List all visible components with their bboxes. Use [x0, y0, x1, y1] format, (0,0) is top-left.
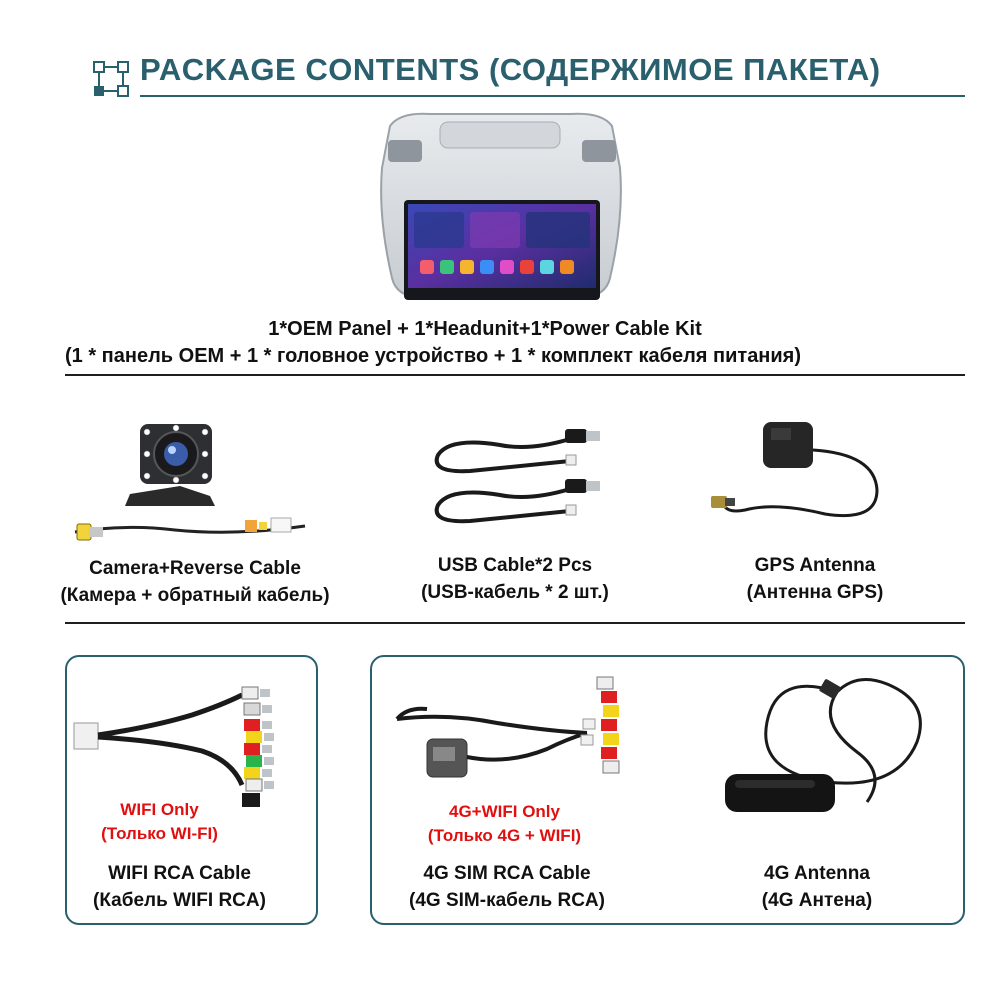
antenna-4g-caption-ru: (4G Антена) [761, 890, 873, 911]
gps-antenna-image [705, 410, 895, 540]
title-underline [140, 95, 965, 97]
wifi-note-en: WIFI Only [120, 800, 199, 819]
wifi-rca-caption [67, 860, 292, 914]
wifi-rca-caption-ru: (Кабель WIFI RCA) [93, 890, 266, 911]
antenna-4g-caption-en: 4G Antenna [764, 863, 870, 884]
main-caption-en: 1*OEM Panel + 1*Headunit+1*Power Cable Kit [268, 318, 702, 340]
wifi-note [67, 798, 252, 846]
sim-rca-caption-en: 4G SIM RCA Cable [423, 863, 591, 884]
oem-panel-headunit-image [370, 108, 632, 306]
gps-caption-en: GPS Antenna [754, 555, 876, 576]
sim-note-ru: (Только 4G + WIFI) [427, 826, 582, 845]
sim-antenna-box [370, 655, 965, 925]
sim-rca-caption [392, 860, 622, 914]
camera-caption-ru: (Камера + обратный кабель) [60, 585, 330, 606]
antenna-4g-image [717, 662, 947, 837]
camera-caption [40, 555, 350, 609]
page-title: PACKAGE CONTENTS (СОДЕРЖИМОЕ ПАКЕТА) [140, 52, 881, 87]
usb-cable-image [420, 415, 610, 525]
usb-caption-ru: (USB-кабель * 2 шт.) [421, 582, 609, 603]
separator-1 [65, 374, 965, 376]
sim-rca-caption-ru: (4G SIM-кабель RCA) [409, 890, 605, 911]
wifi-note-ru: (Только WI-FI) [101, 824, 218, 843]
sim-note [402, 800, 607, 848]
wifi-rca-caption-en: WIFI RCA Cable [108, 863, 251, 884]
wifi-rca-box [65, 655, 318, 925]
usb-caption-en: USB Cable*2 Pcs [437, 555, 593, 576]
usb-caption [395, 552, 635, 606]
antenna-4g-caption [737, 860, 897, 914]
separator-2 [65, 622, 965, 624]
camera-reverse-cable-image [65, 410, 315, 550]
camera-caption-en: Camera+Reverse Cable [89, 558, 301, 579]
sim-rca-cable-image [387, 669, 657, 804]
gps-caption [710, 552, 920, 606]
gps-caption-ru: (Антенна GPS) [746, 582, 884, 603]
wifi-rca-cable-image [72, 675, 312, 815]
main-caption-ru: (1 * панель OEM + 1 * головное устройство + 1 * комплект кабеля питания) [65, 345, 802, 367]
package-grid-icon [92, 60, 132, 100]
sim-note-en: 4G+WIFI Only [449, 802, 560, 821]
